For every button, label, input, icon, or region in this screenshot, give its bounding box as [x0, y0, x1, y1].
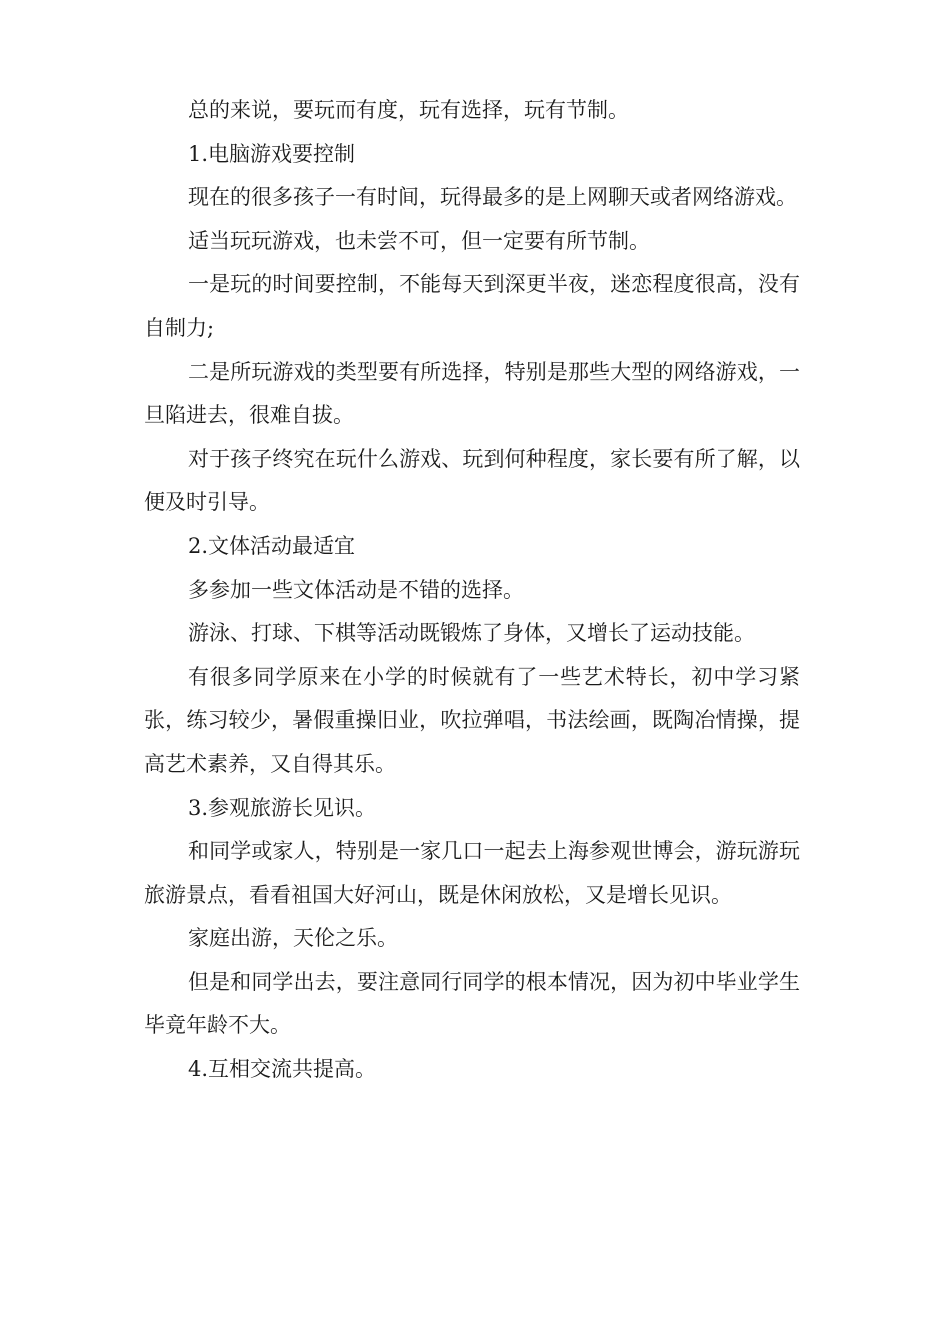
heading-travel: 3.参观旅游长见识。: [188, 795, 377, 820]
paragraph: 现在的很多孩子一有时间，玩得最多的是上网聊天或者网络游戏。: [188, 185, 797, 210]
heading-sports-activities: 2.文体活动最适宜: [188, 533, 356, 558]
paragraph: 对于孩子终究在玩什么游戏、玩到何种程度，家长要有所了解，以便及时引导。: [144, 446, 800, 515]
paragraph: 多参加一些文体活动是不错的选择。: [188, 577, 524, 602]
paragraph: 有很多同学原来在小学的时候就有了一些艺术特长，初中学习紧张，练习较少，暑假重操旧业，吹拉弹唱，书法绘画，既陶冶情操，提高艺术素养，又自得其乐。: [144, 664, 800, 776]
paragraph-summary: 总的来说，要玩而有度，玩有选择，玩有节制。: [188, 98, 629, 122]
heading-computer-games: 1.电脑游戏要控制: [188, 141, 356, 166]
paragraph: 但是和同学出去，要注意同行同学的根本情况，因为初中毕业学生毕竟年龄不大。: [144, 969, 800, 1038]
document-body: [144, 89, 800, 1092]
heading-exchange: 4.互相交流共提高。: [188, 1057, 377, 1082]
paragraph: 游泳、打球、下棋等活动既锻炼了身体，又增长了运动技能。: [188, 621, 755, 646]
paragraph: 家庭出游，天伦之乐。: [188, 926, 398, 951]
paragraph: 和同学或家人，特别是一家几口一起去上海参观世博会，游玩游玩旅游景点，看看祖国大好河山，既是休闲放松，又是增长见识。: [144, 839, 800, 907]
paragraph: 适当玩玩游戏，也未尝不可，但一定要有所节制。: [188, 228, 650, 253]
paragraph: 一是玩的时间要控制，不能每天到深更半夜，迷恋程度很高，没有自制力;: [144, 272, 800, 340]
paragraph: 二是所玩游戏的类型要有所选择，特别是那些大型的网络游戏，一旦陷进去，很难自拔。: [144, 359, 800, 428]
